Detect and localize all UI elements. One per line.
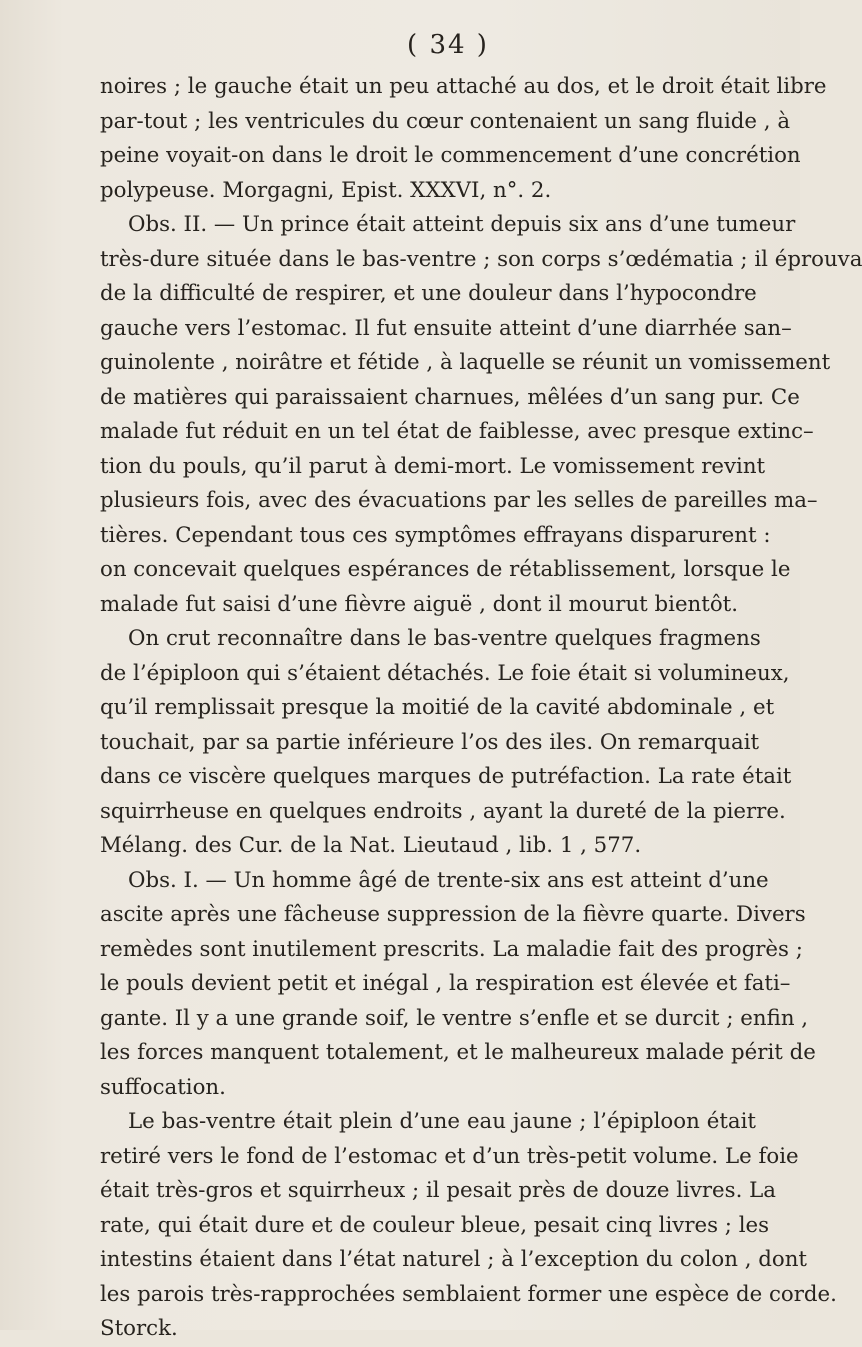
text-line: Le bas-ventre était plein d’une eau jaune ; l’épiploon était <box>128 1109 756 1134</box>
text-line: polypeuse. Morgagni, Epist. XXXVI, n°. 2. <box>100 177 552 203</box>
text-line: on concevait quelques espérances de rétablissement, lorsque le <box>100 557 791 582</box>
text-line: très-dure située dans le bas-ventre ; son corps s’œdématia ; il éprouva <box>100 246 862 272</box>
text-line: retiré vers le fond de l’estomac et d’un très-petit volume. Le foie <box>100 1143 799 1169</box>
text-line: touchait, par sa partie inférieure l’os des iles. On remarquait <box>100 729 760 755</box>
text-line: le pouls devient petit et inégal , la respiration est élevée et fati– <box>100 971 791 996</box>
text-line: gauche vers l’estomac. Il fut ensuite atteint d’une diarrhée san– <box>100 315 792 341</box>
text-line: On crut reconnaître dans le bas-ventre quelques fragmens <box>128 626 761 651</box>
text-line: Obs. I. — Un homme âgé de trente-six ans est atteint d’une <box>128 867 769 893</box>
text-line: malade fut réduit en un tel état de faiblesse, avec presque extinc– <box>100 419 814 444</box>
text-line: remèdes sont inutilement prescrits. La maladie fait des progrès ; <box>100 936 803 962</box>
text-line: gante. Il y a une grande soif, le ventre s’enfle et se durcit ; enfin , <box>100 1005 809 1031</box>
text-line: par-tout ; les ventricules du cœur contenaient un sang fluide , à <box>100 108 791 134</box>
text-line: qu’il remplissait presque la moitié de la cavité abdominale , et <box>100 695 775 720</box>
text-line: Storck. <box>100 1316 178 1341</box>
text-line: peine voyait-on dans le droit le commencement d’une concrétion <box>100 143 801 168</box>
text-line: dans ce viscère quelques marques de putréfaction. La rate était <box>100 764 792 789</box>
page-number: ( 34 ) <box>407 30 489 60</box>
text-line: Mélang. des Cur. de la Nat. Lieutaud , lib. 1 , 577. <box>100 833 642 858</box>
text-line: suffocation. <box>100 1074 226 1100</box>
text-line: Obs. II. — Un prince était atteint depuis six ans d’une tumeur <box>128 212 796 237</box>
text-line: tières. Cependant tous ces symptômes effrayans disparurent : <box>100 522 771 548</box>
text-line: de matières qui paraissaient charnues, mêlées d’un sang pur. Ce <box>100 384 800 410</box>
text-line: plusieurs fois, avec des évacuations par les selles de pareilles ma– <box>100 488 818 513</box>
text-line: guinolente , noirâtre et fétide , à laquelle se réunit un vomissement <box>100 350 831 375</box>
text-line: intestins étaient dans l’état naturel ; à l’exception du colon , dont <box>100 1247 807 1272</box>
text-line: noires ; le gauche était un peu attaché au dos, et le droit était libre <box>100 74 827 99</box>
text-line: rate, qui était dure et de couleur bleue, pesait cinq livres ; les <box>100 1212 770 1238</box>
text-body <box>100 70 862 1347</box>
text-line: tion du pouls, qu’il parut à demi-mort. Le vomissement revint <box>100 453 766 479</box>
text-line: était très-gros et squirrheux ; il pesait près de douze livres. La <box>100 1178 776 1203</box>
text-line: de l’épiploon qui s’étaient détachés. Le foie était si volumineux, <box>100 660 790 686</box>
text-line: ascite après une fâcheuse suppression de la fièvre quarte. Divers <box>100 902 806 927</box>
text-line: squirrheuse en quelques endroits , ayant la dureté de la pierre. <box>100 798 786 824</box>
text-line: malade fut saisi d’une fièvre aiguë , dont il mourut bientôt. <box>100 591 738 617</box>
text-line: les forces manquent totalement, et le malheureux malade périt de <box>100 1040 816 1065</box>
text-line: les parois très-rapprochées semblaient former une espèce de corde. <box>100 1281 837 1307</box>
text-line: de la difficulté de respirer, et une douleur dans l’hypocondre <box>100 281 757 306</box>
